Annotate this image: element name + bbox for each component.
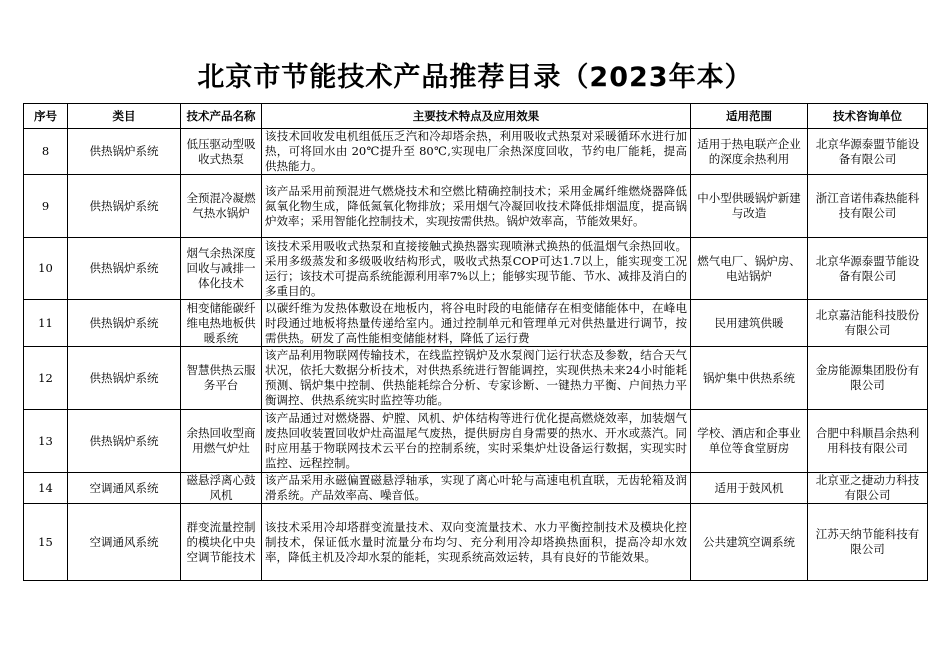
table-row [24, 504, 928, 581]
cell-features: 该产品利用物联网传输技术，在线监控锅炉及水泵阀门运行状态及参数，结合天气状况，依托大数据分析技术，对供热系统进行智能调控，实现供热未来24小时能耗预测、锅炉集中控制、供热能耗综合分析、专家诊断、一键热力平衡、户间热力平衡调控、供热系统实时监控等功能。 [262, 347, 691, 410]
header-product: 技术产品名称 [181, 104, 262, 129]
table-row [24, 473, 928, 504]
cell-features: 以碳纤维为发热体敷设在地板内，将谷电时段的电能储存在相变储能体中，在峰电时段通过地板将热量传递给室内。通过控制单元和管理单元对供热量进行调节，按需供热。研发了高性能相变储能材料，降低了运行费 [262, 300, 691, 347]
cell-features: 该技术采用冷却塔群变流量技术、双向变流量技术、水力平衡控制技术及模块化控制技术，保证低水量时流量分布均匀、充分利用冷却塔换热面积，提高冷却水效率，降低主机及冷却水泵的能耗，实现系统高效运转，具有良好的节能效果。 [262, 504, 691, 581]
table-row [24, 347, 928, 410]
cell-scope: 锅炉集中供热系统 [691, 347, 808, 410]
table-row [24, 175, 928, 238]
cell-category: 供热锅炉系统 [68, 300, 181, 347]
cell-unit: 北京嘉洁能科技股份有限公司 [808, 300, 928, 347]
cell-seq: 15 [24, 504, 68, 581]
cell-product: 磁悬浮离心鼓风机 [181, 473, 262, 504]
table-row [24, 238, 928, 300]
cell-features: 该技术采用吸收式热泵和直接接触式换热器实现喷淋式换热的低温烟气余热回收。采用多级蒸发和多级吸收结构形式，吸收式热泵COP可达1.7以上，能实现变工况运行；该技术可提高系统能源利用率7%以上；能够实现节能、节水、减排及消白的多重目的。 [262, 238, 691, 300]
table-row [24, 300, 928, 347]
cell-product: 低压驱动型吸收式热泵 [181, 129, 262, 175]
page-title: 北京市节能技术产品推荐目录（2023年本） [197, 62, 753, 93]
cell-category: 供热锅炉系统 [68, 410, 181, 473]
cell-seq: 10 [24, 238, 68, 300]
cell-category: 供热锅炉系统 [68, 175, 181, 238]
cell-product: 智慧供热云服务平台 [181, 347, 262, 410]
cell-features: 该技术回收发电机组低压乏汽和冷却塔余热，利用吸收式热泵对采暖循环水进行加热，可将回水由 20℃提升至 80℃,实现电厂余热深度回收，节约电厂能耗，提高供热能力。 [262, 129, 691, 175]
cell-unit: 北京华源泰盟节能设备有限公司 [808, 238, 928, 300]
header-category: 类目 [68, 104, 181, 129]
cell-product: 烟气余热深度回收与减排一体化技术 [181, 238, 262, 300]
table-row [24, 129, 928, 175]
cell-seq: 14 [24, 473, 68, 504]
cell-scope: 燃气电厂、锅炉房、电站锅炉 [691, 238, 808, 300]
cell-seq: 8 [24, 129, 68, 175]
cell-unit: 金房能源集团股份有限公司 [808, 347, 928, 410]
cell-product: 全预混冷凝燃气热水锅炉 [181, 175, 262, 238]
cell-features: 该产品采用永磁偏置磁悬浮轴承，实现了离心叶轮与高速电机直联，无齿轮箱及润滑系统。产品效率高、噪音低。 [262, 473, 691, 504]
cell-features: 该产品采用前预混进气燃烧技术和空燃比精确控制技术；采用金属纤维燃烧器降低氮氧化物生成，降低氮氧化物排放；采用烟气冷凝回收技术降低排烟温度，提高锅炉效率；采用智能化控制技术，实现按需供热。锅炉效率高，节能效果好。 [262, 175, 691, 238]
cell-scope: 适用于鼓风机 [691, 473, 808, 504]
cell-unit: 江苏天纳节能科技有限公司 [808, 504, 928, 581]
header-unit: 技术咨询单位 [808, 104, 928, 129]
cell-scope: 适用于热电联产企业的深度余热利用 [691, 129, 808, 175]
cell-product: 余热回收型商用燃气炉灶 [181, 410, 262, 473]
cell-scope: 学校、酒店和企事业单位等食堂厨房 [691, 410, 808, 473]
cell-scope: 民用建筑供暖 [691, 300, 808, 347]
cell-unit: 北京亚之捷动力科技有限公司 [808, 473, 928, 504]
catalog-table [23, 103, 928, 581]
table-row [24, 410, 928, 473]
cell-scope: 公共建筑空调系统 [691, 504, 808, 581]
cell-category: 供热锅炉系统 [68, 347, 181, 410]
cell-category: 供热锅炉系统 [68, 129, 181, 175]
cell-seq: 13 [24, 410, 68, 473]
cell-features: 该产品通过对燃烧器、炉膛、风机、炉体结构等进行优化提高燃烧效率，加装烟气废热回收装置回收炉灶高温尾气废热，提供厨房自身需要的热水、开水或蒸汽。同时应用基于物联网技术云平台的控制系统，实时采集炉灶设备运行数据，实现实时监控、远程控制。 [262, 410, 691, 473]
cell-product: 相变储能碳纤维电热地板供暖系统 [181, 300, 262, 347]
cell-seq: 12 [24, 347, 68, 410]
table-header-row [24, 104, 928, 129]
cell-scope: 中小型供暖锅炉新建与改造 [691, 175, 808, 238]
header-features: 主要技术特点及应用效果 [262, 104, 691, 129]
cell-category: 供热锅炉系统 [68, 238, 181, 300]
cell-seq: 11 [24, 300, 68, 347]
cell-unit: 浙江音诺伟森热能科技有限公司 [808, 175, 928, 238]
cell-seq: 9 [24, 175, 68, 238]
header-scope: 适用范围 [691, 104, 808, 129]
cell-unit: 北京华源泰盟节能设备有限公司 [808, 129, 928, 175]
cell-category: 空调通风系统 [68, 504, 181, 581]
cell-category: 空调通风系统 [68, 473, 181, 504]
cell-product: 群变流量控制的模块化中央空调节能技术 [181, 504, 262, 581]
cell-unit: 合肥中科顺昌余热利用科技有限公司 [808, 410, 928, 473]
header-seq: 序号 [24, 104, 68, 129]
